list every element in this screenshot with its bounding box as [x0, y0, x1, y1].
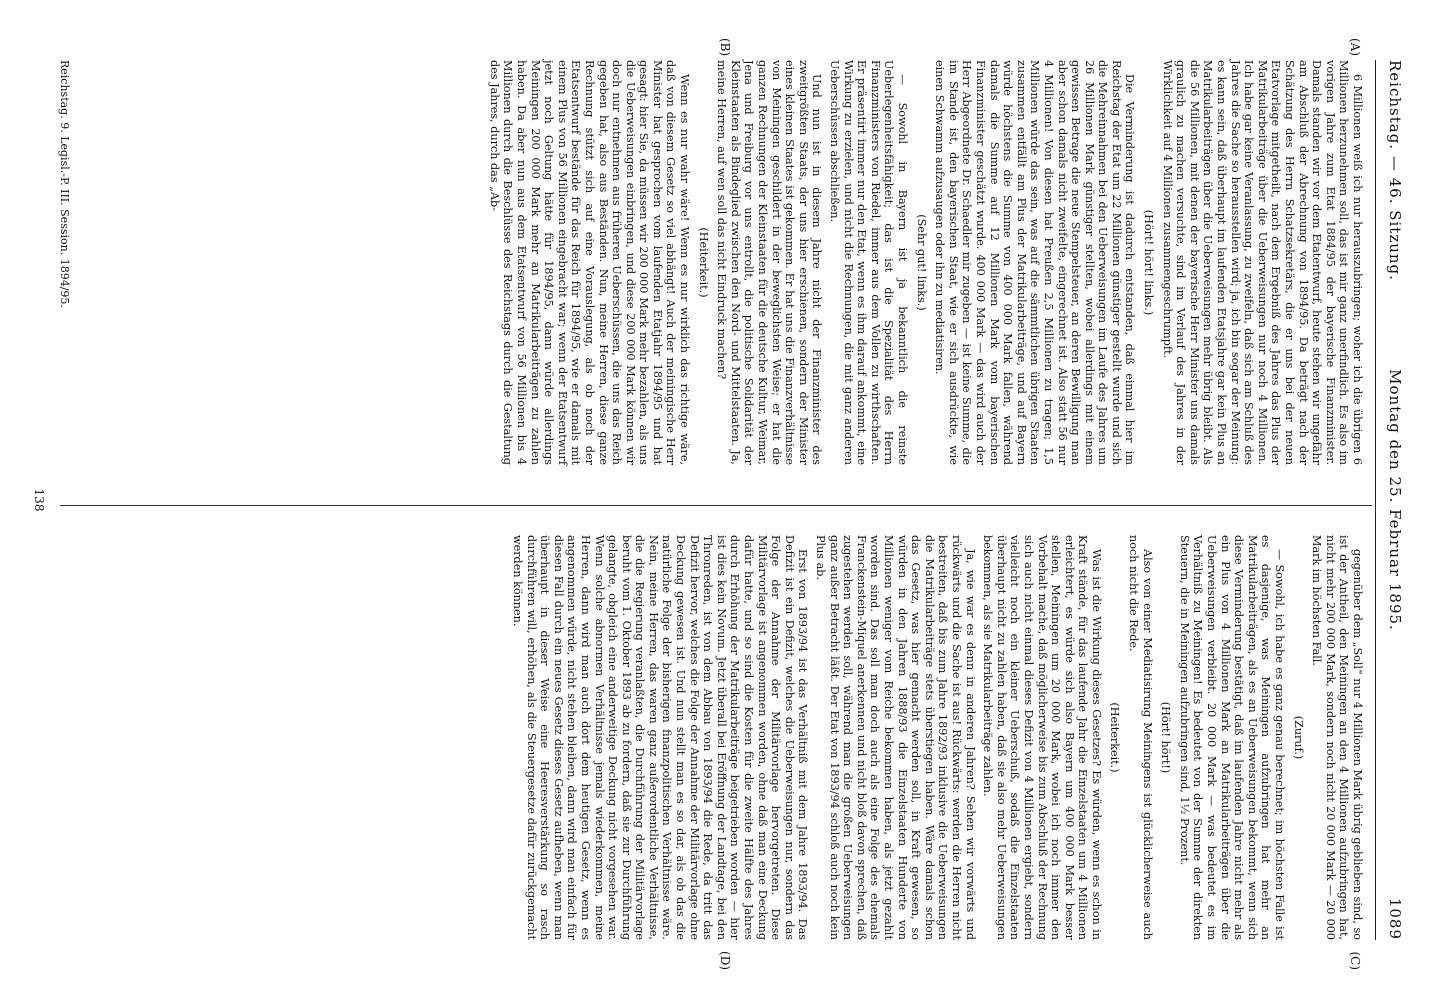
paragraph: 6 Millionen weiß ich nur herauszubringen; woher ich die übrigen 6 Millionen herzunehmen soll, das ist mir ganz unerfindlich. Es also im vorigen Jahre zum Etat 1884/95 der bayerische Finanzminister. Damals standen wir vor dem Etatentwurf, heute stehen wir ungefähr am Abschluß der Abrechnung von 1894/95. Da beträgt nach der Schätzung des Herrn Schatzsekretärs, die er uns bei der neuen Etatvorlage mitgetheilt, nach dem Ergebniß des Jahres das Plus der Matrikularbeiträge über die Ueberweisungen nur noch 4 Millionen. Ich habe gar keine Veranlassung, zu zweifeln, daß sich am Schluß des Jahres die Sache so herausstellen wird; ja, ich bin sogar der Meinung: es kann sein, daß überhaupt im laufenden Etatsjahre gar kein Plus an Matrikularbeiträgen über die Ueberweisungen mehr übrig bleibt. Als die 56 Millionen, mit denen der bayerische Herr Minister uns damals graulich zu machen versuchte, sind im Verlauf des Jahres in der Wirklichkeit auf 4 Millionen zusammengeschrumpft. [1160, 60, 1364, 465]
interjection: (Hört! hört!) [1159, 701, 1173, 774]
right-column [506, 535, 1364, 940]
marker-d: (D) [718, 951, 732, 970]
column-divider [60, 505, 1372, 506]
interjection: (Heiterkeit.) [696, 227, 710, 298]
left-column [483, 60, 1364, 465]
header-page-number: 1089 [1386, 897, 1404, 940]
paragraph: Wenn es nur wahr wäre! Wenn es nur wirklich das richtige wäre, daß von diesem Gesetz so viel abhängt! Auch der meiningische Herr Minister hat gesprochen vom laufenden Etatjahr 1894/95 und hat gesagt: hier Sie, da müssen wir 200 000 Mark mehr bezahlen, als uns die Ueberweisungen einbringen, und diese 200 000 Mark können wir doch nur entnehmen aus früheren Ueberschüssen, die uns das Reich gegeben hat, also aus Beständen. Nun, meine Herren, diese ganze Rechnung stützt sich auf eine Vorauslegung, als ob noch der Etatsentwurf bestände für das Reich für 1894/95, wie er damals mit einem Plus von 56 Millionen eingebracht war; wenn der Etatsentwurf jetzt noch Geltung hätte für 1894/95, dann würde allerdings Meiningen 200 000 Mark mehr an Matrikularbeiträgen zu zahlen haben. Da aber nun aus dem Etatsentwurf von 56 Millionen bis 4 Millionen durch die Beschlüsse des Reichstags durch die Gestaltung des Jahres, durch das „Ab- [487, 60, 692, 465]
interjection: (Zuruf.) [1291, 715, 1305, 760]
marker-b: (B) [718, 38, 732, 57]
page-number: 138 [32, 488, 46, 512]
interjection: (Sehr gut! links.) [914, 214, 928, 311]
paragraph: gegenüber dem „Soll“ nur 4 Millionen Mark übrig geblieben sind, so ist der Antheil, den Meiningen an den 4 Millionen aufzubringen hat, nicht mehr 200 000 Mark, sondern noch nicht 20 000 Mark — 20 000 Mark im höchsten Fall. [1310, 535, 1364, 940]
paragraph: Ja, wie war es denn in anderen Jahren? Sehen wir vorwärts und rückwärts und die Sache ist aus! Rückwärts: werden die Herren nicht bestreiten, daß bis zum Jahre 1892/93 inklusive die Ueberweisungen die Matrikularbeiträge stets überstiegen haben. Wäre damals schon das Gesetz, was hier gemacht werden soll, in Kraft gewesen, so würden in den Jahren 1888/93 die Einzelstaaten Hunderte von Millionen weniger vom Reiche bekommen haben, als jetzt gezahlt worden sind. Das soll man doch auch als eine Folge des ehemals Franckenstein-Miquel anerkennen und nicht bloß davon sprechen, daß zugestehen werden soll, während man die großen Ueberweisungen ganz außer Betracht läßt. Der Etat von 1893/94 schloß auch noch kein Plus ab. [814, 535, 977, 940]
paragraph: Was ist die Wirkung dieses Gesetzes? Es würden, wenn es schon in Kraft stände, für das laufende Jahr die Einzelstaaten um 4 Millionen erleichtert, es würde sich also Bayern um 400 000 Mark besser stellen, Meiningen um 20 000 Mark, wobei ich noch immer den Vorbehalt mache, daß möglicherweise bis zum Abschluß der Rechnung sich auch nicht einmal dieses Defizit von 4 Millionen ergiebt, sondern vielleicht noch ein kleiner Ueberschuß, sodaß die Einzelstaaten überhaupt nicht zu zahlen haben, daß sie also mehr Ueberweisungen bekommen, als sie Matrikularbeiträge zahlen. [981, 535, 1103, 940]
paragraph: Und nun ist in diesem Jahre nicht der Finanzminister des zweitgrößten Staats, der uns hier erschienen, sondern der Minister eines kleinen Staates ist gekommen. Er hat uns die Finanzverhältnisse von Meiningen geschildert in der beweglichsten Weise; er hat die ganzen Rechnungen der Kleinstaaten für die deutsche Kultur, Weimar, Jena und Freiburg vor uns entrollt, die politische Solidarität der Kleinstaaten als Bindeglied zwischen den Nord- und Mittelstaaten. Ja, meine Herren, auf wen soll das nicht Eindruck machen? [715, 60, 824, 465]
marker-c: (C) [1348, 951, 1362, 970]
interjection: (Hört! hört! links.) [1142, 209, 1156, 316]
marker-a: (A) [1348, 38, 1362, 57]
paragraph: Erst von 1893/94 ist das Verhältniß mit dem Jahre 1893/94. Das Defizit ist ein Defizit, welches die Ueberweisungen nur, sondern das Folge der Annahme der Militärvorlage hervorgetreten. Diese Militärvorlage ist angenommen worden, ohne daß man eine Deckung dafür hatte, und so sind die Kosten für die zweite Hälfte des Jahres durch Erhöhung der Matrikularbeiträge beigetrieben worden — hier ist dies kein Novum. Jetzt überall bei Eröffnung der Landtage, bei den Thronreden, ist von dem Abbau von 1893/94 die Rede, da tritt das Defizit hervor, welches die Folge der Annahme der Militärvorlage ohne Deckung gewesen ist. Und nun stellt man es so dar, als ob das die natürliche Folge der bisherigen finanzpolitischen Verhältnisse wäre. Nein, meine Herren, das waren ganz außerordentliche Verhältnisse, die die Regierung veranlaßten, die Durchführung der Militärvorlage beruht vom 1. Oktober 1893 ab zu fordern, daß sie zur Durchführung gelangte, obgleich eine anderweitige Deckung nicht vorgesehen war. Wenn solche abnormen Verhältnisse jemals wiederkommen, meine Herren, dann wird man auch dort dem heutigen Gesetz, wenn es angenommen würde, nicht stehen bleiben, dann wird man einfach für diesen Fall durch ein neues Gesetz dieses Gesetz aufheben, wenn man überhaupt in dieser Weise eine Heeresverstärkung so rasch durchführen will, erhöhen, als die Steuergesetze dafür zurückgemacht werden können. [510, 535, 810, 940]
paragraph: Also von einer Mediatisirung Meiningens ist glücklicherweise auch noch nicht die Rede. [1127, 535, 1154, 940]
header-left: Reichstag. — 46. Sitzung. [1386, 60, 1404, 281]
footer-signature: Reichstag. 9. Legisl.-P. III. Session. 1894/95. [58, 60, 71, 308]
interjection: (Heiterkeit.) [1108, 702, 1122, 773]
page-header [1380, 60, 1404, 940]
paragraph: Die Verminderung ist dadurch entstanden, daß einmal hier im Reichstag der Etat um 22 Millionen günstiger gestellt wurde und sich die Mehreinnahmen bei den Ueberweisungen im Laufe des Jahres um 26 Millionen Mark günstiger stellten, wobei allerdings mit einem gewissen Betrage die neue Stempelsteuer, an deren Bewilligung man aber schon damals nicht zweifelte, eingerechnet ist. Also statt 56 nur 4 Millionen! Von diesen hat Preußen 2,5 Millionen zu tragen; 1,5 Millionen würde das sein, was auf die sämmtlichen übrigen Staaten zusammen entfällt am Plus der Matrikularbeiträge, und auf Bayern würde höchstens die Summe von 400 000 Mark fallen, während damals die Summe auf 12 Millionen Mark vom bayerischen Finanzminister geschätzt wurde. 400 000 Mark — das wird auch der Herr Abgeordnete Dr. Schaedler mir zugeben — ist keine Summe, die im Stande ist, den bayerischen Staat, wie er sich ausdrückte, wie einen Schwamm aufzusaugen oder ihn zu mediatisiren. [933, 60, 1137, 465]
header-date: Montag den 25. Februar 1895. [1386, 369, 1404, 631]
paragraph: — Sowohl in Bayern ist ja bekanntlich die reinste Ueberlegenheitsfähigkeit; das ist die Spezialität des Herrn Finanzministers von Riedel, immer aus dem Vollen zu wirthschaften. Er präsentirt immer nur den Etat, wenn es ihm darauf ankommt, eine Wirkung zu erzielen, und nicht die Rechnungen, die mit ganz anderen Ueberschüssen abschließen. [828, 60, 909, 465]
header-rule [1375, 60, 1376, 940]
paragraph: — Sowohl, ich habe es ganz genau berechnet; im höchsten Falle ist es dasjenige, was Meiningen aufzubringen hat mehr an Matrikularbeiträgen, als es an Ueberweisungen bekommt, wenn sich diese Verminderung bestätigt, daß im laufenden Jahre nicht mehr als ein Plus von 4 Millionen Mark an Matrikularbeiträgen über die Ueberweisungen verbleibt. 20 000 Mark — was bedeutet es im Verhältniß zu Meiningen! Es bedeutet von der Summe der direkten Steuern, die in Meiningen aufzubringen sind, 1½ Prozent. [1177, 535, 1287, 940]
